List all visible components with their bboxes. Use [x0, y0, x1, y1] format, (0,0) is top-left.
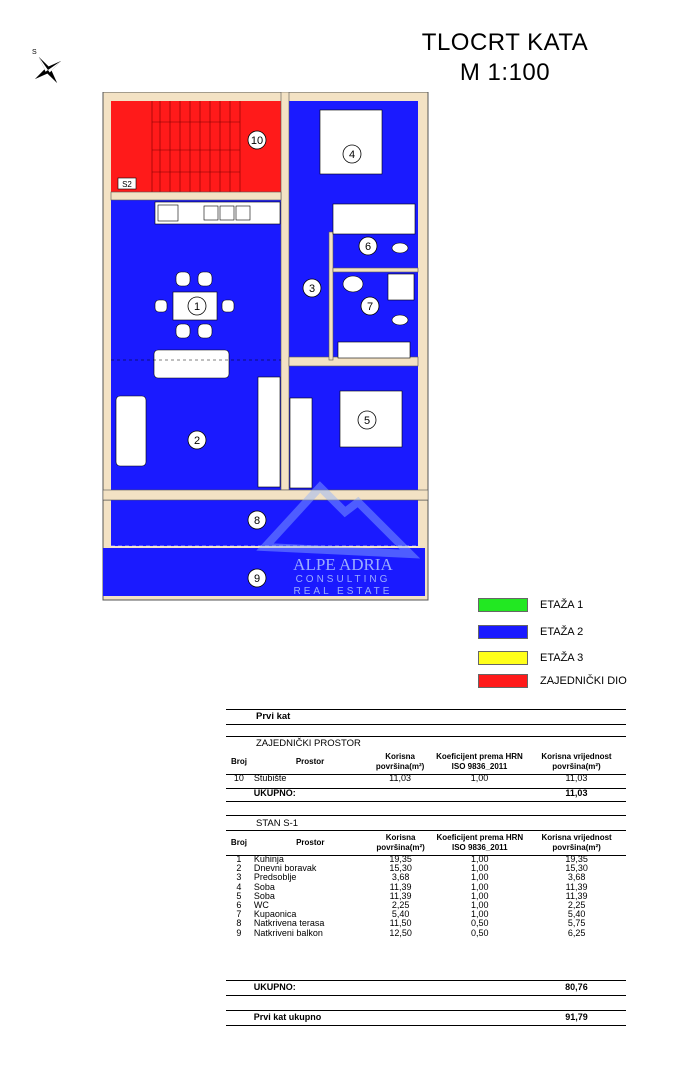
floor-plan — [100, 92, 430, 602]
grand-total-value: 91,79 — [565, 1012, 588, 1022]
cell-povrsina: 5,40 — [391, 909, 410, 920]
rule-10 — [226, 980, 626, 981]
cell-prostor: Stubište — [253, 773, 287, 783]
room-marker-2 — [188, 431, 206, 449]
rule-12 — [226, 1010, 626, 1011]
apartment-total-value: 80,76 — [565, 982, 588, 992]
cell-prostor: Natkrivena terasa — [253, 918, 325, 929]
watermark-line-1: ALPE ADRIA — [293, 555, 393, 574]
rule-4 — [226, 774, 626, 775]
header-broj: Broj — [230, 757, 247, 766]
apartment-header-row — [226, 831, 626, 855]
wardrobe-bedroom-4 — [333, 204, 415, 234]
cell-prostor: Kupaonica — [253, 909, 297, 920]
cell-broj: 2 — [236, 863, 242, 874]
room-marker-9 — [248, 569, 266, 587]
cell-vrijednost: 2,25 — [567, 900, 586, 911]
room-marker-6 — [359, 237, 377, 255]
header-koef: Koeficijent prema HRN ISO 9836_2011 — [436, 752, 523, 771]
rule-11 — [226, 995, 626, 996]
cell-broj: 6 — [236, 900, 242, 911]
legend-label: ZAJEDNIČKI DIO — [540, 675, 627, 687]
common-total-label: UKUPNO: — [253, 788, 296, 798]
legend-swatch — [478, 625, 528, 639]
cell-vrijednost: 11,39 — [565, 890, 588, 901]
header-povrsina: Korisna površina(m²) — [376, 833, 425, 852]
stair-tag: S2 — [122, 180, 132, 189]
cell-vrijednost: 15,30 — [565, 863, 588, 874]
cell-koef: 1,00 — [471, 881, 489, 892]
room-number: 9 — [253, 573, 261, 585]
page-title — [400, 28, 610, 88]
table-row — [226, 774, 626, 783]
title-scale: M 1:100 — [459, 59, 551, 86]
cell-broj: 4 — [236, 881, 242, 892]
room-number: 5 — [363, 415, 371, 427]
wardrobe-living — [258, 377, 280, 487]
cell-vrijednost: 19,35 — [565, 854, 588, 864]
header-vrijednost: Korisna vrijednost površina(m²) — [541, 752, 612, 771]
room-number: 1 — [193, 301, 201, 313]
grand-total-label: Prvi kat ukupno — [253, 1012, 322, 1022]
legend-swatch — [478, 651, 528, 665]
cell-broj: 8 — [236, 918, 242, 929]
cell-broj: 10 — [233, 773, 244, 783]
cell-vrijednost: 3,68 — [567, 872, 586, 883]
cell-vrijednost: 5,75 — [567, 918, 586, 929]
apartment-total-label: UKUPNO: — [253, 982, 296, 992]
title-line-1: TLOCRT KATA — [421, 29, 589, 56]
cell-broj: 9 — [236, 927, 242, 938]
table-row — [226, 929, 626, 938]
room-marker-1 — [188, 297, 206, 315]
legend-label: ETAŽA 1 — [540, 599, 584, 611]
room-marker-3 — [303, 279, 321, 297]
cell-broj: 5 — [236, 890, 242, 901]
compass-north-label: S — [32, 49, 37, 56]
cell-koef: 1,00 — [471, 909, 489, 920]
header-vrijednost: Korisna vrijednost površina(m²) — [541, 833, 612, 852]
cell-vrijednost: 11,39 — [565, 881, 588, 892]
cell-koef: 0,50 — [471, 918, 489, 929]
header-povrsina: Korisna površina(m²) — [375, 752, 425, 771]
cell-koef: 1,00 — [471, 890, 489, 901]
watermark-line-3: REAL ESTATE — [293, 586, 393, 597]
cell-broj: 7 — [236, 909, 242, 920]
cell-koef: 1,00 — [471, 900, 489, 911]
cell-prostor: Predsoblje — [253, 872, 297, 883]
table-top-rule — [226, 709, 626, 710]
cell-broj: 3 — [236, 872, 242, 883]
room-marker-8 — [248, 511, 266, 529]
cell-prostor: Natkriveni balkon — [253, 927, 323, 938]
cell-vrijednost: 5,40 — [567, 909, 586, 920]
rule-3 — [226, 736, 626, 737]
header-broj: Broj — [230, 838, 247, 847]
compass-icon — [26, 44, 70, 88]
room-number: 10 — [250, 135, 264, 147]
common-section-title: ZAJEDNIČKI PROSTOR — [256, 738, 361, 749]
cell-povrsina: 3,68 — [391, 872, 410, 883]
cell-prostor: Kuhinja — [253, 854, 284, 864]
header-prostor: Prostor — [295, 757, 325, 766]
room-marker-5 — [358, 411, 376, 429]
header-prostor: Prostor — [296, 838, 325, 847]
cell-koef: 1,00 — [470, 773, 489, 783]
room-marker-4 — [343, 145, 361, 163]
table-row — [226, 892, 626, 901]
cell-povrsina: 15,30 — [389, 863, 412, 874]
cell-prostor: WC — [253, 900, 269, 911]
cell-vrijednost: 11,03 — [565, 773, 588, 783]
room-number: 4 — [348, 149, 356, 161]
common-total-value: 11,03 — [565, 788, 588, 798]
rule-2 — [226, 724, 626, 725]
cell-koef: 1,00 — [471, 854, 489, 864]
room-number: 8 — [253, 515, 261, 527]
cell-povrsina: 11,50 — [389, 918, 412, 929]
rule-7 — [226, 815, 626, 816]
room-number: 7 — [366, 301, 374, 313]
cell-povrsina: 12,50 — [389, 927, 412, 938]
rule-9 — [226, 855, 626, 856]
cell-povrsina: 11,39 — [389, 881, 412, 892]
cell-vrijednost: 6,25 — [567, 927, 586, 938]
room-number: 6 — [364, 241, 372, 253]
common-header-row — [226, 750, 626, 774]
rule-13 — [226, 1025, 626, 1026]
kitchen-counter — [155, 202, 280, 224]
watermark-line-2: CONSULTING — [295, 574, 391, 585]
legend-swatch — [478, 674, 528, 688]
wardrobe-hall — [290, 398, 312, 488]
room-marker-7 — [361, 297, 379, 315]
legend-swatch — [478, 598, 528, 612]
cell-prostor: Dnevni boravak — [253, 863, 317, 874]
cell-povrsina: 19,35 — [389, 854, 412, 864]
cell-povrsina: 11,03 — [389, 773, 412, 783]
cell-koef: 1,00 — [471, 863, 489, 874]
legend-label: ETAŽA 3 — [540, 652, 584, 664]
cell-povrsina: 11,39 — [389, 890, 412, 901]
cell-povrsina: 2,25 — [391, 900, 410, 911]
apartment-section-title: STAN S-1 — [256, 818, 299, 829]
cell-koef: 0,50 — [471, 927, 489, 938]
room-marker-10 — [248, 131, 266, 149]
floor-title: Prvi kat — [256, 711, 291, 722]
cell-prostor: Soba — [253, 881, 275, 892]
room-number: 3 — [308, 283, 316, 295]
room-number: 2 — [193, 435, 201, 447]
rule-6 — [226, 801, 626, 802]
cell-broj: 1 — [236, 854, 242, 864]
legend-label: ETAŽA 2 — [540, 626, 584, 638]
header-koef: Koeficijent prema HRN ISO 9836_2011 — [436, 833, 524, 852]
cell-koef: 1,00 — [471, 872, 489, 883]
cell-prostor: Soba — [253, 890, 275, 901]
